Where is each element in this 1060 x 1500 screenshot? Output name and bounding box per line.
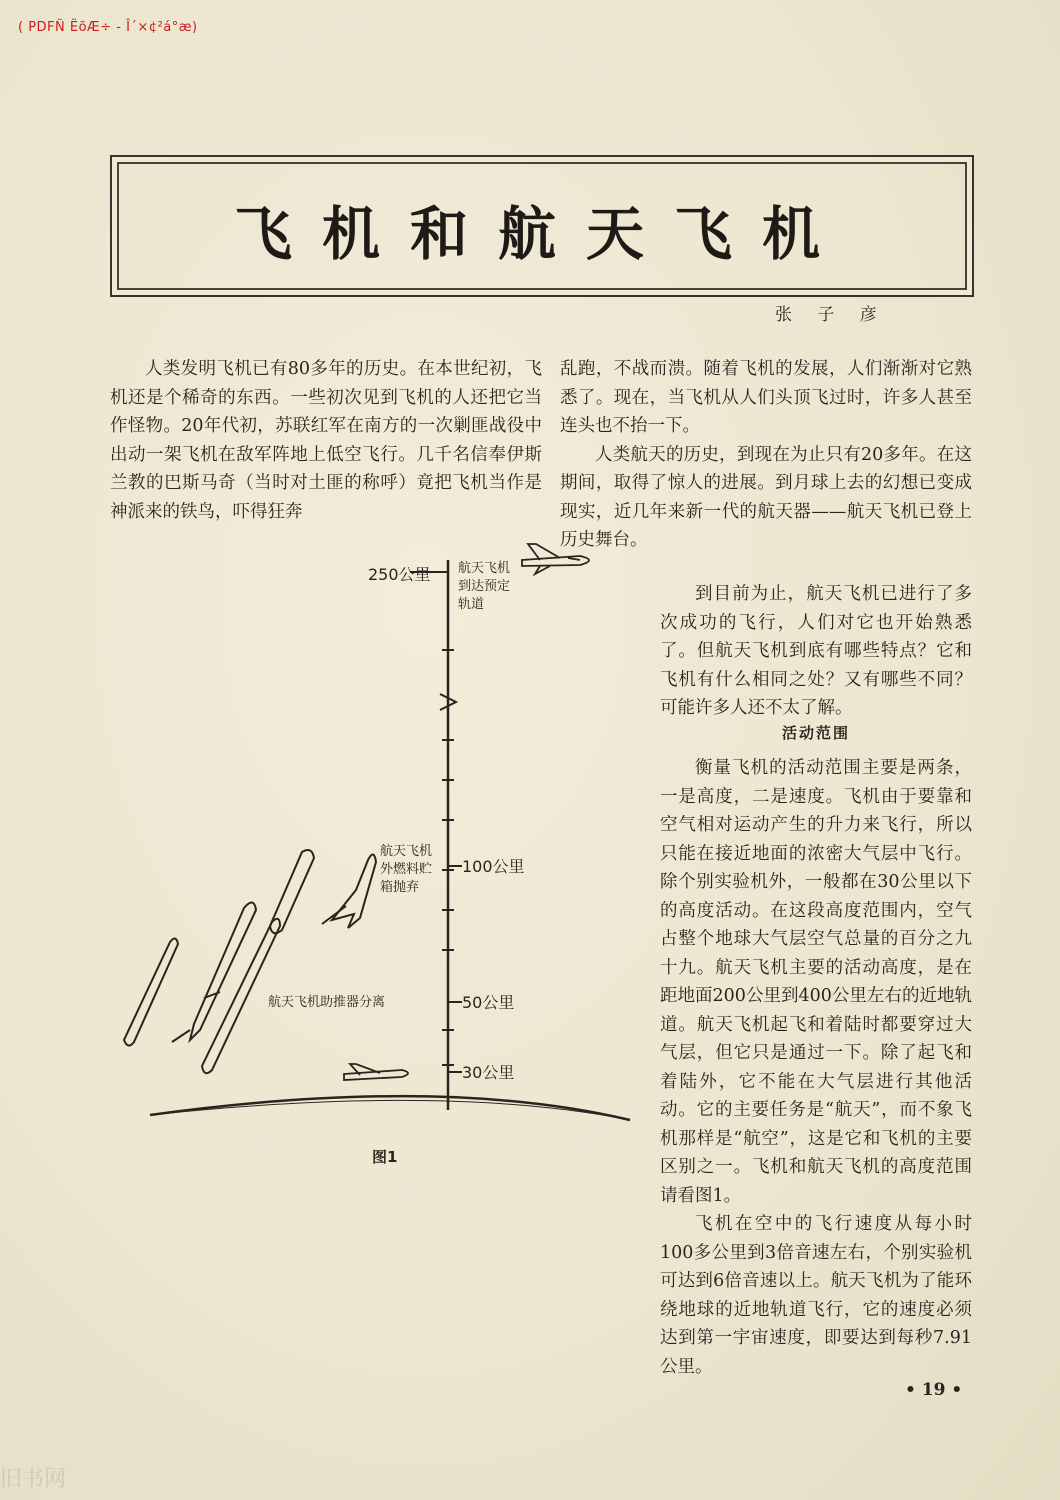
right-column-bottom <box>660 754 972 1381</box>
booster-separation-icon <box>124 902 280 1073</box>
figure-altitude-diagram <box>110 530 655 1180</box>
pdf-header-mark: ( PDFÑ ËõÆ÷ - Î´×¢²á°æ) <box>18 20 198 35</box>
figure-caption: 图1 <box>372 1148 398 1166</box>
label-orbit-1: 航天飞机 <box>458 561 511 576</box>
paragraph-history: 人类航天的历史，到现在为止只有20多年。在这期间，取得了惊人的进展。到月球上去的幻想已变成现实，近几年来新一代的航天器——航天飞机已登上历史舞台。 <box>560 444 972 550</box>
label-100km: 100公里 <box>462 857 525 876</box>
external-tank-icon <box>270 850 314 933</box>
label-50km: 50公里 <box>462 993 515 1012</box>
author-name: 张 子 彦 <box>775 305 887 325</box>
watermark: 旧书网 <box>0 1467 67 1492</box>
label-tank-3: 箱抛弃 <box>380 880 420 895</box>
paragraph-speed: 飞机在空中的飞行速度从每小时100多公里到3倍音速左右，个别实验机可达到6倍音速以上。航天飞机为了能环绕地球的近地轨道飞行，它的速度必须达到第一宇宙速度，即要达到每秒7.91公里。 <box>660 1214 972 1377</box>
aircraft-icon <box>344 1064 408 1080</box>
paragraph-question: 到目前为止，航天飞机已进行了多次成功的飞行，人们对它也开始熟悉了。但航天飞机到底有哪些特点？它和飞机有什么相同之处？又有哪些不同？可能许多人还不太了解。 <box>660 584 972 718</box>
right-column-middle <box>660 580 972 723</box>
paragraph-continuation: 乱跑，不战而溃。随着飞机的发展，人们渐渐对它熟悉了。现在，当飞机从人们头顶飞过时，许多人甚至连头也不抬一下。 <box>560 359 972 436</box>
article-title: 飞机和航天飞机 <box>233 200 850 268</box>
label-30km: 30公里 <box>462 1063 515 1082</box>
left-column <box>110 355 542 526</box>
right-column-top <box>560 355 972 555</box>
paragraph-intro: 人类发明飞机已有80多年的历史。在本世纪初，飞机还是个稀奇的东西。一些初次见到飞机的人还把它当作怪物。20年代初，苏联红军在南方的一次剿匪战役中出动一架飞机在敌军阵地上低空飞行。几千名信奉伊斯兰教的巴斯马奇（当时对土匪的称呼）竟把飞机当作是神派来的铁鸟，吓得狂奔 <box>110 359 542 522</box>
label-booster-separation: 航天飞机助推器分离 <box>268 995 386 1010</box>
paragraph-range: 衡量飞机的活动范围主要是两条，一是高度，二是速度。飞机由于要靠和空气相对运动产生的升力来飞行，所以只能在接近地面的浓密大气层中飞行。除个别实验机外，一般都在30公里以下的高度活动。在这段高度范围内，空气占整个地球大气层空气总量的百分之九十九。航天飞机主要的活动高度，是在距地面200公里到400公里左右的近地轨道。航天飞机起飞和着陆时都要穿过大气层，但它只是通过一下。除了起飞和着陆外，它不能在大气层进行其他活动。它的主要任务是“航天”，而不象飞机那样是“航空”，这是它和飞机的主要区别之一。飞机和航天飞机的高度范围请看图1。 <box>660 758 972 1206</box>
label-orbit-3: 轨道 <box>458 597 485 612</box>
orbiter-ascending-icon <box>322 854 376 928</box>
page-number: • 19 • <box>905 1380 963 1400</box>
label-orbit-2: 到达预定 <box>458 579 511 594</box>
section-heading: 活动范围 <box>781 724 850 742</box>
orbiter-in-orbit-icon <box>522 544 589 574</box>
label-tank-2: 外燃料贮 <box>380 862 433 877</box>
title-frame <box>110 155 974 297</box>
label-250km: 250公里 <box>368 565 431 584</box>
label-tank-1: 航天飞机 <box>380 844 433 859</box>
